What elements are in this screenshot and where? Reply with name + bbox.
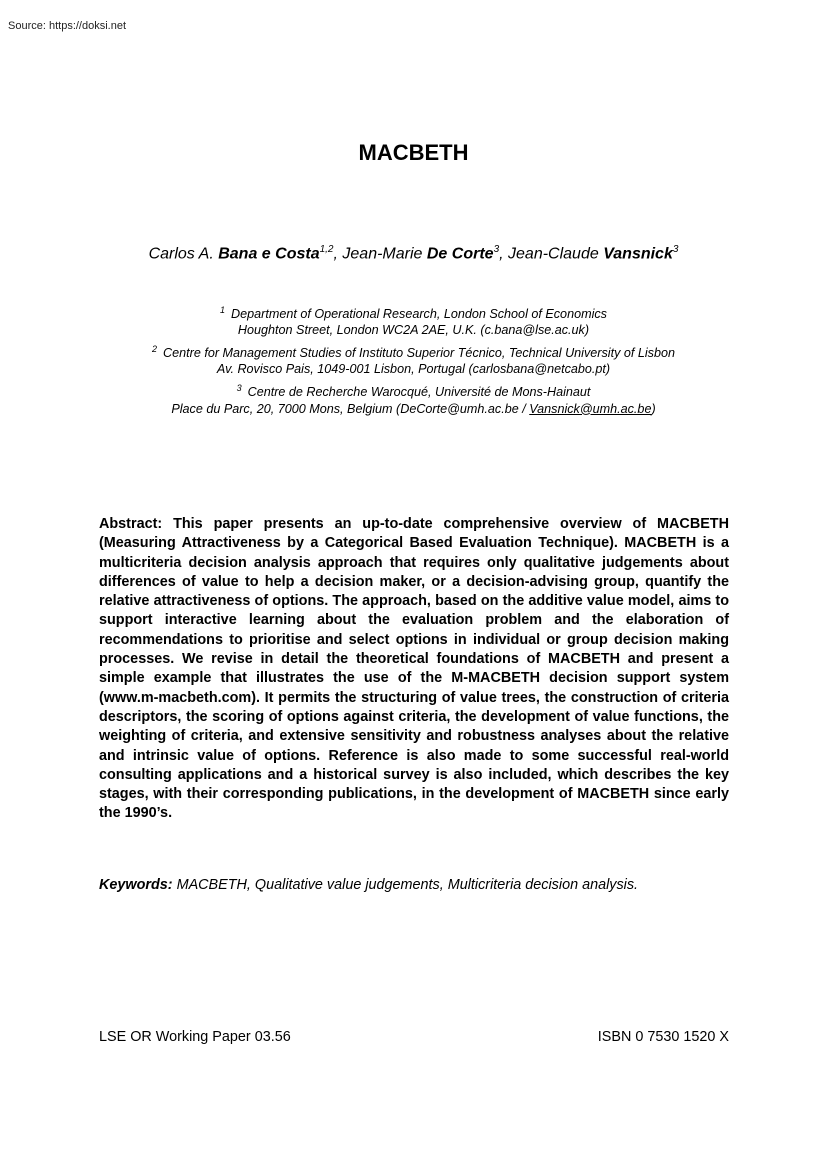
author-last: De Corte: [426, 245, 494, 263]
author-separator: ,: [333, 245, 343, 263]
author-affil-sup: 1,2: [319, 244, 334, 255]
author-affil-sup: 3: [493, 244, 500, 255]
affiliation-number: 1: [220, 305, 226, 315]
email-link[interactable]: Vansnick@umh.ac.be: [529, 401, 652, 416]
author-first: Jean-Marie: [342, 245, 427, 263]
keywords-text: MACBETH, Qualitative value judgements, Multicriteria decision analysis.: [172, 877, 639, 893]
author-first: Jean-Claude: [508, 245, 604, 263]
author-affil-sup: 3: [672, 244, 679, 255]
paper-title: MACBETH: [358, 140, 469, 165]
abstract-text: Abstract: This paper presents an up-to-date comprehensive overview of MACBETH (Measuring Attractiveness by a Categorical Based Evaluation Technique). MACBETH is a multicriteria decision analysis approach that requires only qualitative judgements about differences of value to help a decision maker, or a decision-advising group, quantify the relative attractiveness of options. The approach, based on the additive value model, aims to support interactive learning about the evaluation problem and the elaboration of recommendations to prioritise and select options in individual or group decision making processes. We revise in detail the theoretical foundations of MACBETH and present a simple example that illustrates the use of the M-MACBETH decision support system (www.m-macbeth.com). It permits the structuring of value trees, the construction of criteria descriptors, the scoring of options against criteria, the development of value functions, the weighting of criteria, and extensive sensitivity and robustness analyses about the relative and intrinsic value of options. Reference is also made to some successful real-world consulting applications and a historical survey is also included, which describes the key stages, with their corresponding publications, in the development of MACBETH since early the 1990’s.: [99, 516, 729, 822]
keywords-label: Keywords:: [99, 877, 173, 893]
affiliation-address-text: Place du Parc, 20, 7000 Mons, Belgium (DeCorte@umh.ac.be /: [171, 401, 530, 416]
affiliation-address-end: ): [651, 401, 656, 416]
working-paper-number: LSE OR Working Paper 03.56: [99, 1029, 291, 1045]
affiliation-line: [0, 380, 827, 400]
affiliations: [0, 302, 827, 420]
affiliation: [0, 341, 827, 377]
source-note: Source: https://doksi.net: [8, 20, 127, 32]
affiliation-address: Av. Rovisco Pais, 1049-001 Lisbon, Portugal (carlosbana@netcabo.pt): [216, 362, 611, 377]
affiliation-number: 2: [152, 344, 158, 355]
isbn: ISBN 0 7530 1520 X: [597, 1029, 729, 1045]
affiliation-dept: Centre for Management Studies of Instituto Superior Técnico, Technical University of Lisbon: [163, 346, 675, 361]
affiliation-dept: Department of Operational Research, London School of Economics: [231, 307, 607, 322]
keywords: [99, 877, 739, 893]
author-separator: ,: [499, 245, 509, 263]
affiliation: [0, 302, 827, 338]
author-line: [0, 244, 827, 263]
affiliation-line: [0, 341, 827, 361]
affiliation-number: 3: [236, 383, 242, 394]
affiliation-address: Houghton Street, London WC2A 2AE, U.K. (c.bana@lse.ac.uk): [237, 323, 590, 338]
affiliation: [0, 380, 827, 416]
author-last: Vansnick: [603, 245, 673, 263]
author-first: Carlos A.: [148, 245, 219, 263]
author-last: Bana e Costa: [218, 245, 320, 263]
affiliation-address: [0, 401, 827, 417]
affiliation-line: [0, 302, 827, 322]
affiliation-dept: Centre de Recherche Warocqué, Université de Mons-Hainaut: [247, 385, 591, 400]
